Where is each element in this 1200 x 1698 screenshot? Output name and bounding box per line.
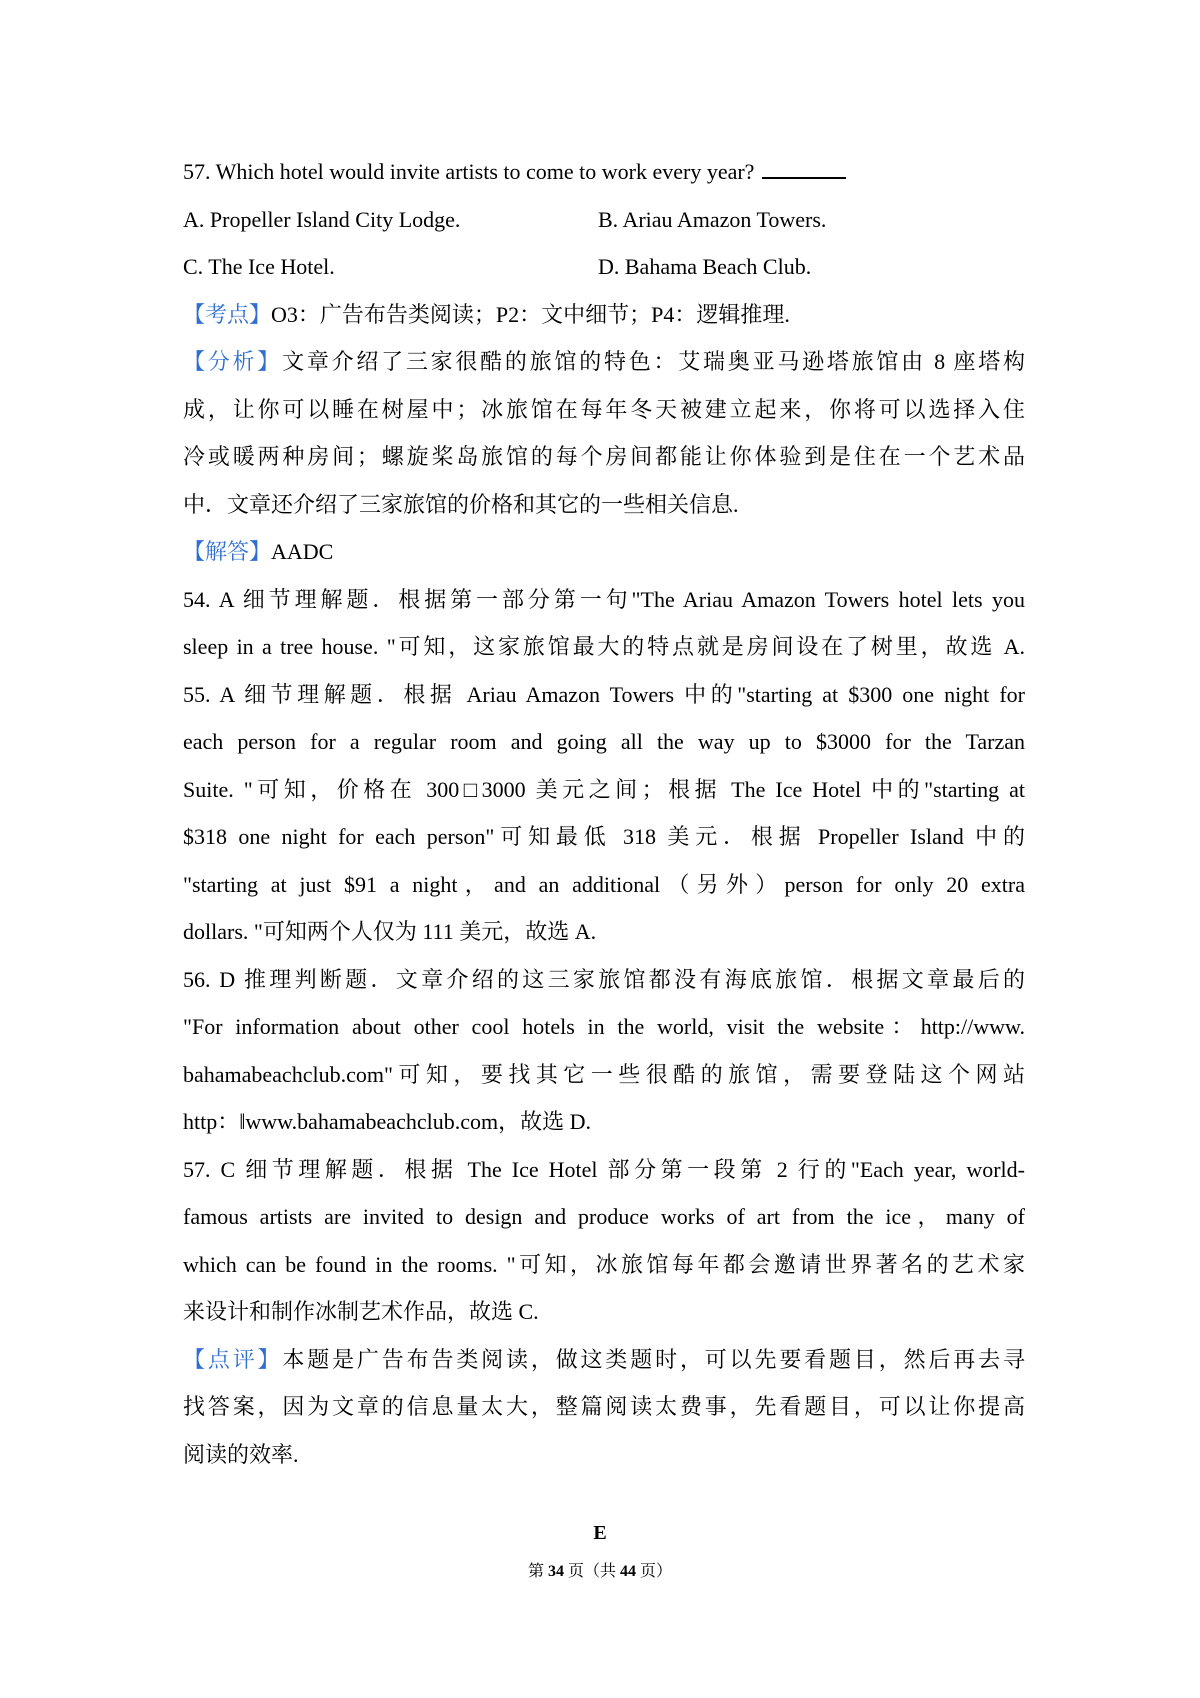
option-row-2 [183, 243, 1025, 291]
option-d: D. Bahama Beach Club. [598, 254, 812, 279]
answer-blank [762, 159, 846, 179]
fenxi-tag: 【分析】 [183, 349, 283, 374]
jieda-line-7: "starting at just $91 a night，and an additional（另外）person for only 20 extra [183, 871, 1025, 897]
fenxi-line-2: 成，让你可以睡在树屋中；冰旅馆在每年冬天被建立起来，你将可以选择入住 [183, 396, 1025, 422]
jieda-section [183, 528, 1025, 576]
kaodian-text: O3：广告布告类阅读；P2：文中细节；P4：逻辑推理. [271, 301, 790, 327]
current-page: 34 [547, 1563, 564, 1580]
footer-mark: E [593, 1522, 607, 1544]
jieda-line-1: 54. A 细节理解题．根据第一部分第一句"The Ariau Amazon Towers hotel lets you [183, 586, 1025, 612]
jieda-line-3: 55. A 细节理解题．根据 Ariau Amazon Towers 中的"starting at $300 one night for [183, 681, 1025, 707]
fenxi-line-4: 中．文章还介绍了三家旅馆的价格和其它的一些相关信息. [183, 491, 739, 517]
document-page [183, 148, 1025, 1478]
kaodian-tag: 【考点】 [183, 301, 272, 327]
option-c: C. The Ice Hotel. [183, 254, 335, 279]
dianping-line-2: 找答案，因为文章的信息量太大，整篇阅读太费事，先看题目，可以让你提高 [183, 1394, 1025, 1419]
jieda-line-15: which can be found in the rooms. "可知，冰旅馆每年都会邀请世界著名的艺术家 [183, 1251, 1025, 1277]
jieda-line-13: 57. C 细节理解题．根据 The Ice Hotel 部分第一段第 2 行的"Each year, world- [183, 1156, 1025, 1182]
question-stem: 57. Which hotel would invite artists to come to work every year? [183, 148, 1025, 196]
jieda-line-2: sleep in a tree house. "可知，这家旅馆最大的特点就是房间设在了树里，故选 A. [183, 634, 1025, 659]
jieda-tag: 【解答】 [183, 539, 272, 564]
jieda-line-4: each person for a regular room and going all the way up to $3000 for the Tarzan [183, 729, 1025, 754]
option-a: A. Propeller Island City Lodge. [183, 206, 461, 232]
jieda-line-9: 56. D 推理判断题．文章介绍的这三家旅馆都没有海底旅馆．根据文章最后的 [183, 966, 1025, 992]
dianping-tag: 【点评】 [183, 1346, 283, 1372]
jieda-line-11: bahamabeachclub.com"可知，要找其它一些很酷的旅馆，需要登陆这个网站 [183, 1061, 1025, 1087]
jieda-line-5: Suite. "可知，价格在 300□3000 美元之间；根据 The Ice Hotel 中的"starting at [183, 776, 1025, 802]
option-b: B. Ariau Amazon Towers. [598, 206, 827, 232]
option-row-1 [183, 196, 1025, 244]
jieda-line-14: famous artists are invited to design and produce works of art from the ice，many of [183, 1204, 1025, 1229]
total-pages: 44 [620, 1563, 636, 1580]
jieda-line-8: dollars. "可知两个人仅为 111 美元，故选 A. [183, 919, 597, 944]
dianping-line-1: 【点评】本题是广告布告类阅读，做这类题时，可以先要看题目，然后再去寻 [183, 1346, 1025, 1372]
jieda-answer: AADC [271, 539, 334, 564]
jieda-line-10: "For information about other cool hotels in the world, visit the website：http://www. [183, 1014, 1025, 1039]
jieda-line-16: 来设计和制作冰制艺术作品，故选 C. [183, 1299, 539, 1324]
fenxi-line-3: 冷或暖两种房间；螺旋桨岛旅馆的每个房间都能让你体验到是住在一个艺术品 [183, 444, 1025, 469]
fenxi-line-1: 【分析】文章介绍了三家很酷的旅馆的特色：艾瑞奥亚马逊塔旅馆由 8 座塔构 [183, 349, 1025, 374]
jieda-line-12: http：‖www.bahamabeachclub.com，故选 D. [183, 1109, 591, 1134]
kaodian-section [183, 291, 1025, 339]
dianping-line-3: 阅读的效率. [183, 1441, 299, 1467]
page-number: 第 34 页（共 44 页） [527, 1563, 673, 1580]
jieda-line-6: $318 one night for each person"可知最低 318 美元．根据 Propeller Island 中的 [183, 824, 1025, 849]
